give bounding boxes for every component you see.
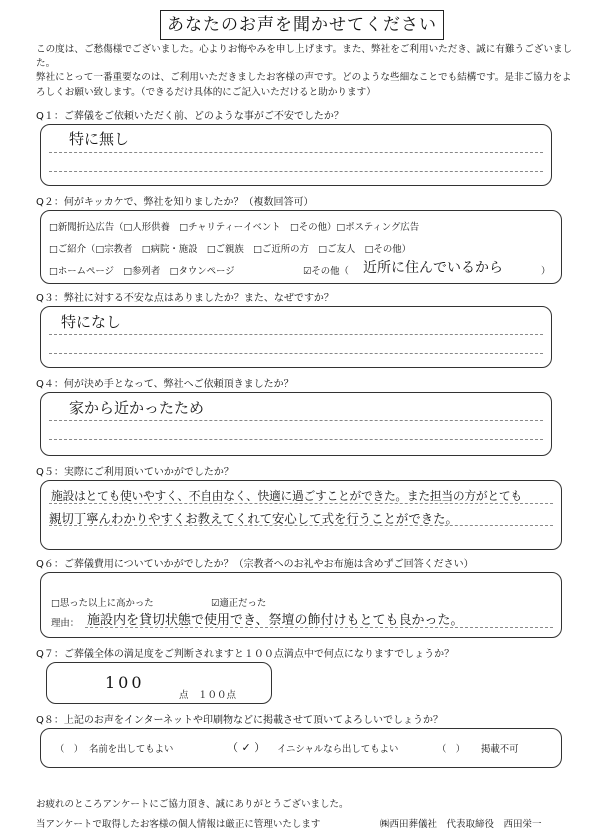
q5-answer-line1: 施設はとても使いやすく、不自由なく、快適に過ごすことができた。また担当の方がとても [51, 489, 522, 503]
q7-score: 100 [105, 673, 145, 692]
q6-reason: 施設内を貸切状態で使用でき、祭壇の飾付けもとても良かった。 [87, 613, 464, 628]
q1-answer-box[interactable] [40, 124, 552, 186]
q2-other-answer: 近所に住んでいるから [363, 260, 503, 276]
q1-answer: 特に無し [69, 130, 130, 148]
q8-opt3-label: 掲載不可 [481, 744, 519, 755]
q2-options-row2[interactable]: □ご紹介（□宗教者 □病院・施設 □ご親族 □ご近所の方 □ご友人 □その他） [49, 244, 412, 255]
q2-options-row1[interactable]: □新聞折込広告（□人形供養 □チャリティーイベント □その他）□ポスティング広告 [49, 222, 420, 233]
q2-other-checked[interactable]: ☑その他（ [303, 266, 349, 277]
q7-score-box[interactable] [46, 662, 272, 704]
q6-option-too-high[interactable]: □思った以上に高かった [51, 598, 154, 609]
q8-options-box [40, 728, 562, 768]
q4-label: Q４：何が決め手となって、弊社へご依頼頂きましたか？ [36, 379, 294, 390]
q4-answer-box[interactable] [40, 392, 552, 456]
q6-answer-box [40, 572, 562, 638]
q4-answer: 家から近かったため [69, 399, 205, 417]
q3-answer-box[interactable] [40, 306, 552, 368]
q8-opt2-label: イニシャルなら出してもよい [277, 744, 399, 755]
q5-answer-box[interactable] [40, 480, 562, 550]
q7-score-unit: 点 １００点 [179, 690, 237, 701]
q8-opt1-mark[interactable]: （ ） [55, 744, 84, 755]
q2-other-close: ） [541, 266, 551, 277]
q8-opt1-label: 名前を出してもよい [89, 744, 174, 755]
q2-options-box [40, 210, 562, 284]
q6-reason-label: 理由： [51, 618, 80, 629]
footer-thanks: お疲れのところアンケートにご協力頂き、誠にありがとうございました。 [36, 799, 349, 810]
q3-label: Q３：弊社に対する不安な点はありましたか？また、なぜですか？ [36, 293, 334, 304]
footer-privacy: 当アンケートで取得したお客様の個人情報は厳正に管理いたします [36, 819, 321, 830]
q5-label: Q５：実際にご利用頂いていかがでしたか？ [36, 467, 234, 478]
q8-opt2-mark-checked[interactable]: （ ✓ ） [227, 741, 266, 754]
page-title: あなたのお声を聞かせてください [160, 10, 444, 40]
q7-label: Q７：ご葬儀全体の満足度をご判断されますと１００点満点中で何点になりますでしょうか？ [36, 649, 455, 660]
q8-opt3-mark[interactable]: （ ） [437, 744, 466, 755]
q2-options-row3[interactable]: □ホームページ □参列者 □タウンページ [49, 266, 235, 277]
intro-text: この度は、ご愁傷様でございました。心よりお悔やみを申し上げます。また、弊社をご利用いただき、誠に有難うございました。 弊社にとって一番重要なのは、ご利用いただきましたお客様の声です。どのような些細なことでも結構です。是非ご協力をよろしくお願い致します。（できるだけ具体的にご記入いただけると助かります） [36, 44, 573, 98]
q6-label: Q６：ご葬儀費用についていかがでしたか？（宗教者へのお礼やお布施は含めずご回答ください） [36, 559, 474, 570]
q2-label: Q２：何がキッカケで、弊社を知りましたか？（複数回答可） [36, 197, 314, 208]
q3-answer: 特になし [61, 313, 122, 331]
q1-label: Q１：ご葬儀をご依頼いただく前、どのような事がご不安でしたか？ [36, 111, 344, 122]
q5-answer-line2: 親切丁寧んわかりやすくお教えてくれて安心して式を行うことができた。 [49, 511, 458, 526]
footer-company: ㈱西田葬儀社 代表取締役 西田栄一 [380, 819, 542, 830]
q6-option-fair-checked[interactable]: ☑適正だった [211, 598, 267, 609]
q8-label: Q８：上記のお声をインターネットや印刷物などに掲載させて頂いてよろしいでしょうか？ [36, 715, 443, 726]
